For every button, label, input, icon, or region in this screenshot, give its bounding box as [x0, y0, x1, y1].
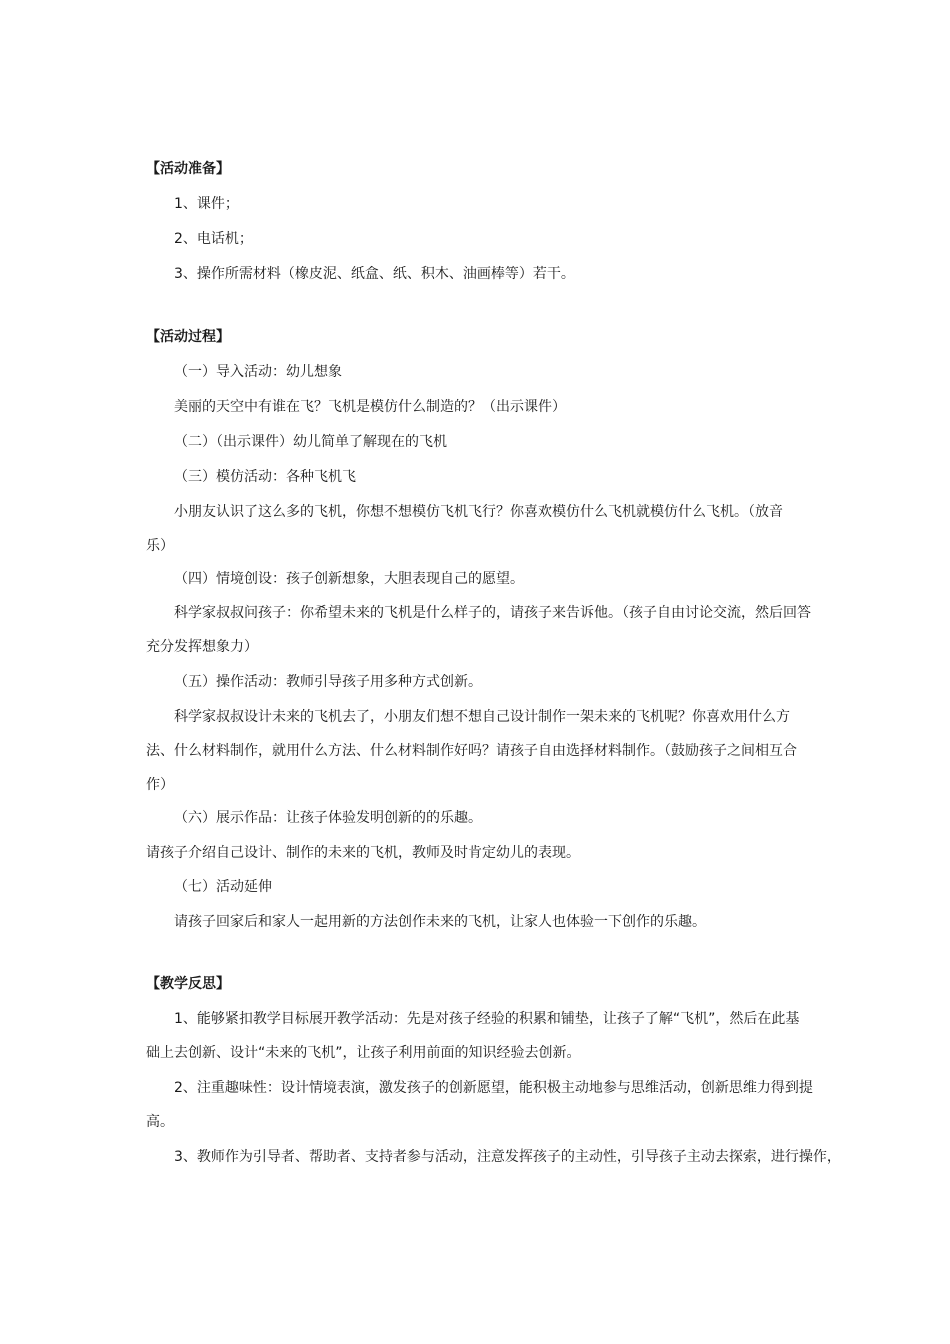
process-line: （一）导入活动：幼儿想象: [174, 364, 342, 380]
reflection-line: 2、注重趣味性：设计情境表演，激发孩子的创新愿望，能积极主动地参与思维活动，创新思维力得到提: [174, 1080, 813, 1096]
process-line: 请孩子介绍自己设计、制作的未来的飞机，教师及时肯定幼儿的表现。: [146, 845, 580, 861]
process-line: 请孩子回家后和家人一起用新的方法创作未来的飞机，让家人也体验一下创作的乐趣。: [174, 914, 706, 930]
section-heading-process: 【活动过程】: [146, 329, 230, 345]
reflection-line: 1、能够紧扣教学目标展开教学活动：先是对孩子经验的积累和铺垫，让孩子了解“飞机”，然后在此基: [174, 1011, 800, 1027]
process-line: （七）活动延伸: [174, 879, 272, 895]
process-line: 充分发挥想象力）: [146, 639, 258, 655]
section-heading-prep: 【活动准备】: [146, 161, 230, 177]
prep-item-2: 2、电话机；: [174, 231, 253, 247]
section-heading-reflection: 【教学反思】: [146, 976, 230, 992]
process-line: 科学家叔叔设计未来的飞机去了，小朋友们想不想自己设计制作一架未来的飞机呢？你喜欢用什么方: [174, 709, 790, 725]
process-line: （三）模仿活动：各种飞机飞: [174, 469, 356, 485]
process-line: （五）操作活动：教师引导孩子用多种方式创新。: [174, 674, 482, 690]
process-line: 美丽的天空中有谁在飞？飞机是模仿什么制造的？（出示课件）: [174, 399, 566, 415]
process-line: 科学家叔叔问孩子：你希望未来的飞机是什么样子的，请孩子来告诉他。（孩子自由讨论交流，然后回答: [174, 605, 811, 621]
reflection-line: 3、教师作为引导者、帮助者、支持者参与活动，注意发挥孩子的主动性，引导孩子主动去探索，进行操作，: [174, 1149, 841, 1165]
prep-item-1: 1、课件；: [174, 196, 239, 212]
process-line: （二）（出示课件）幼儿简单了解现在的飞机: [174, 434, 447, 450]
process-line: 法、什么材料制作，就用什么方法、什么材料制作好吗？请孩子自由选择材料制作。（鼓励孩子之间相互合: [146, 743, 797, 759]
reflection-line: 础上去创新、设计“未来的飞机”，让孩子利用前面的知识经验去创新。: [146, 1045, 581, 1061]
process-line: （六）展示作品：让孩子体验发明创新的的乐趣。: [174, 810, 482, 826]
process-line: 小朋友认识了这么多的飞机，你想不想模仿飞机飞行？你喜欢模仿什么飞机就模仿什么飞机。（放音: [174, 504, 783, 520]
prep-item-3: 3、操作所需材料（橡皮泥、纸盒、纸、积木、油画棒等）若干。: [174, 266, 575, 282]
process-line: 作）: [146, 777, 174, 793]
process-line: （四）情境创设：孩子创新想象，大胆表现自己的愿望。: [174, 571, 524, 587]
reflection-line: 高。: [146, 1114, 174, 1130]
process-line: 乐）: [146, 538, 174, 554]
